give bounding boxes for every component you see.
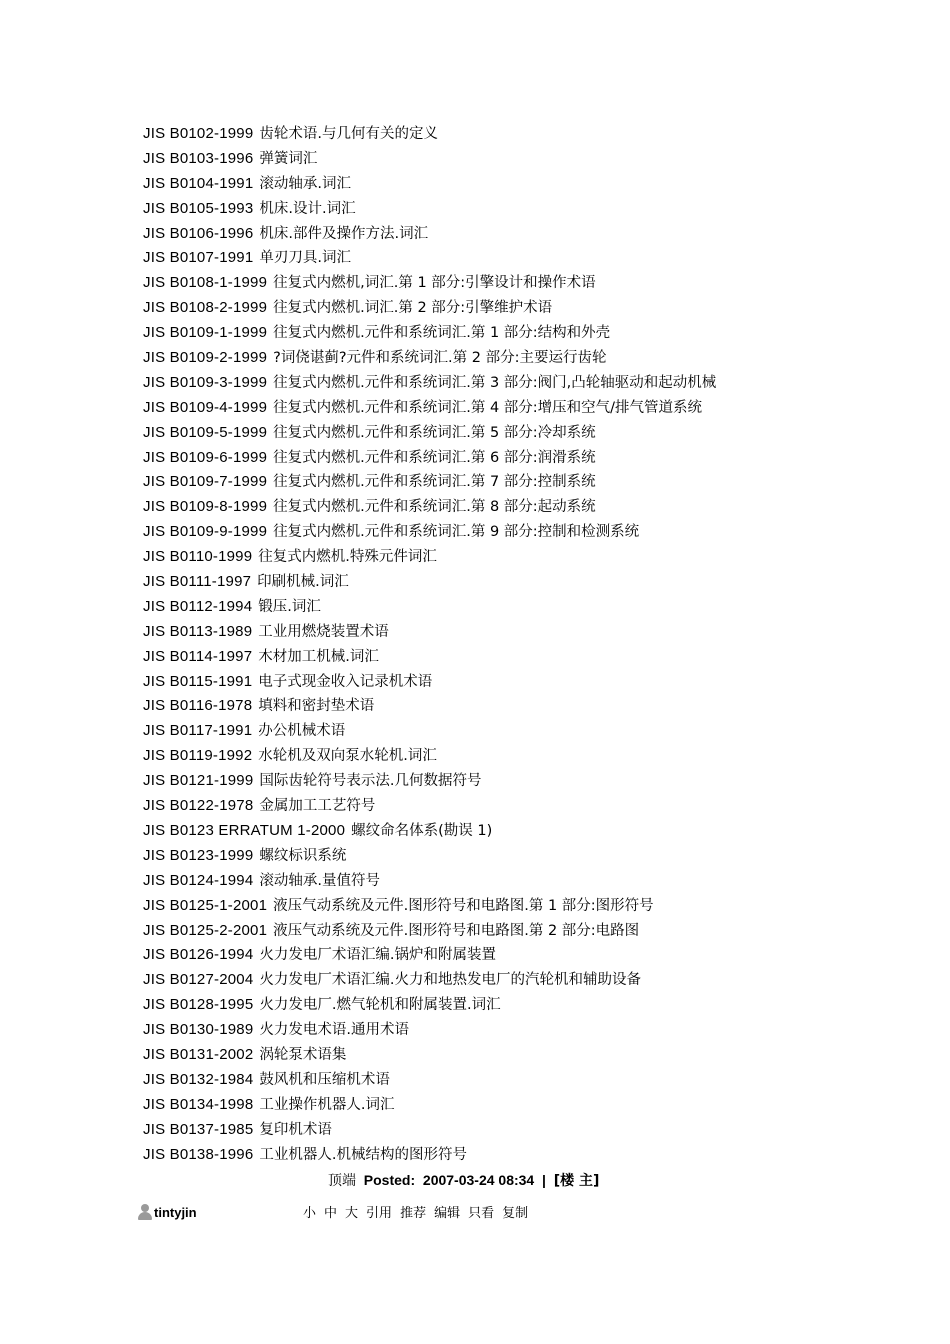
list-item bbox=[143, 819, 923, 844]
list-item bbox=[143, 719, 923, 744]
list-item bbox=[143, 943, 923, 968]
standard-code: JIS B0114-1997 bbox=[143, 647, 253, 665]
standard-code: JIS B0106-1996 bbox=[143, 224, 254, 242]
standard-code: JIS B0127-2004 bbox=[143, 971, 254, 989]
standard-code: JIS B0123 ERRATUM 1-2000 bbox=[143, 821, 346, 839]
standard-title: 往复式内燃机.元件和系统词汇.第 7 部分:控制系统 bbox=[273, 474, 596, 491]
standard-title: 往复式内燃机.元件和系统词汇.第 6 部分:润滑系统 bbox=[273, 449, 596, 466]
standard-title: 往复式内燃机.元件和系统词汇.第 4 部分:增压和空气/排气管道系统 bbox=[273, 399, 703, 416]
action-link[interactable]: 大 bbox=[345, 1206, 359, 1221]
standard-code: JIS B0123-1999 bbox=[143, 846, 254, 864]
list-item bbox=[143, 1068, 923, 1093]
standard-title: 印刷机械.词汇 bbox=[257, 574, 349, 591]
standard-title: 螺纹命名体系(勘误 1) bbox=[351, 822, 493, 839]
list-item bbox=[143, 993, 923, 1018]
list-item bbox=[143, 570, 923, 595]
action-link[interactable]: 编辑 bbox=[434, 1206, 461, 1221]
list-item bbox=[143, 321, 923, 346]
list-item bbox=[143, 1043, 923, 1068]
standard-title: 金属加工工艺符号 bbox=[259, 798, 376, 815]
standard-title: 火力发电厂.燃气轮机和附属装置.词汇 bbox=[259, 997, 501, 1014]
list-item bbox=[143, 346, 923, 371]
action-link[interactable]: 复制 bbox=[502, 1206, 529, 1221]
standard-code: JIS B0109-5-1999 bbox=[143, 423, 268, 441]
list-item bbox=[143, 371, 923, 396]
standard-title: 国际齿轮符号表示法.几何数据符号 bbox=[259, 773, 482, 790]
standard-code: JIS B0117-1991 bbox=[143, 722, 253, 740]
standard-code: JIS B0109-8-1999 bbox=[143, 498, 268, 516]
action-link[interactable]: 引用 bbox=[366, 1206, 393, 1221]
list-item bbox=[143, 495, 923, 520]
list-item bbox=[143, 744, 923, 769]
standard-code: JIS B0119-1992 bbox=[143, 747, 253, 765]
list-item bbox=[143, 421, 923, 446]
standard-code: JIS B0113-1989 bbox=[143, 622, 253, 640]
standard-title: 锻压.词汇 bbox=[258, 598, 321, 615]
standard-code: JIS B0109-4-1999 bbox=[143, 398, 268, 416]
standard-title: 鼓风机和压缩机术语 bbox=[259, 1071, 390, 1088]
meta-separator: | bbox=[542, 1172, 546, 1188]
standard-title: 火力发电厂术语汇编.火力和地热发电厂的汽轮机和辅助设备 bbox=[259, 972, 641, 989]
standard-title: ?词侥谌蓟?元件和系统词汇.第 2 部分:主要运行齿轮 bbox=[273, 350, 607, 367]
standard-title: 电子式现金收入记录机术语 bbox=[258, 673, 433, 690]
list-item bbox=[143, 271, 923, 296]
list-item bbox=[143, 446, 923, 471]
standard-code: JIS B0138-1996 bbox=[143, 1145, 254, 1163]
standard-title: 滚动轴承.量值符号 bbox=[259, 872, 380, 889]
floor-label: [楼 主] bbox=[553, 1173, 600, 1189]
list-item bbox=[143, 520, 923, 545]
standard-title: 齿轮术语.与几何有关的定义 bbox=[259, 126, 438, 142]
standard-code: JIS B0134-1998 bbox=[143, 1095, 254, 1113]
standard-code: JIS B0112-1994 bbox=[143, 597, 253, 615]
standard-code: JIS B0137-1985 bbox=[143, 1120, 254, 1138]
standard-title: 往复式内燃机.词汇.第 2 部分:引擎维护术语 bbox=[273, 300, 553, 317]
standard-title: 机床.部件及操作方法.词汇 bbox=[259, 225, 429, 242]
standard-code: JIS B0110-1999 bbox=[143, 548, 253, 566]
list-item bbox=[143, 894, 923, 919]
standard-title: 工业机器人.机械结构的图形符号 bbox=[259, 1146, 467, 1163]
standard-code: JIS B0108-1-1999 bbox=[143, 274, 268, 292]
standard-title: 往复式内燃机.元件和系统词汇.第 9 部分:控制和检测系统 bbox=[273, 524, 640, 541]
standard-title: 弹簧词汇 bbox=[259, 150, 318, 167]
standard-title: 涡轮泵术语集 bbox=[259, 1046, 347, 1063]
standard-title: 填料和密封垫术语 bbox=[258, 698, 375, 715]
standard-code: JIS B0104-1991 bbox=[143, 174, 254, 192]
list-item bbox=[143, 246, 923, 271]
standard-title: 往复式内燃机.元件和系统词汇.第 1 部分:结构和外壳 bbox=[273, 325, 611, 342]
standard-code: JIS B0102-1999 bbox=[143, 125, 254, 142]
standard-code: JIS B0125-1-2001 bbox=[143, 896, 268, 914]
standard-title: 机床.设计.词汇 bbox=[259, 200, 356, 217]
list-item bbox=[143, 968, 923, 993]
list-item bbox=[143, 197, 923, 222]
list-item bbox=[143, 844, 923, 869]
standards-list bbox=[143, 122, 923, 1167]
user-silhouette-icon bbox=[138, 1204, 152, 1221]
standard-title: 往复式内燃机,词汇.第 1 部分:引擎设计和操作术语 bbox=[273, 275, 596, 292]
list-item bbox=[143, 1118, 923, 1143]
author-block bbox=[138, 1200, 197, 1224]
list-item bbox=[143, 869, 923, 894]
action-link[interactable]: 只看 bbox=[468, 1206, 495, 1221]
standard-code: JIS B0103-1996 bbox=[143, 149, 254, 167]
post-meta bbox=[328, 1170, 599, 1190]
standard-code: JIS B0130-1989 bbox=[143, 1021, 254, 1039]
action-link[interactable]: 中 bbox=[324, 1206, 338, 1221]
list-item bbox=[143, 147, 923, 172]
standard-code: JIS B0128-1995 bbox=[143, 996, 254, 1014]
posted-time: 2007-03-24 08:34 bbox=[422, 1172, 535, 1188]
standard-code: JIS B0105-1993 bbox=[143, 199, 254, 217]
standard-title: 滚动轴承.词汇 bbox=[259, 175, 351, 192]
standard-code: JIS B0109-7-1999 bbox=[143, 473, 268, 491]
posted-label: Posted: bbox=[363, 1172, 416, 1188]
standard-code: JIS B0131-2002 bbox=[143, 1045, 254, 1063]
list-item bbox=[143, 470, 923, 495]
back-to-top-link[interactable]: 顶端 bbox=[328, 1173, 356, 1189]
standard-code: JIS B0109-9-1999 bbox=[143, 523, 268, 541]
document-body bbox=[143, 122, 923, 1167]
standard-title: 螺纹标识系统 bbox=[259, 847, 347, 864]
standard-code: JIS B0125-2-2001 bbox=[143, 921, 268, 939]
post-actions bbox=[303, 1202, 536, 1221]
standard-code: JIS B0109-3-1999 bbox=[143, 373, 268, 391]
standard-title: 往复式内燃机.元件和系统词汇.第 3 部分:阀门,凸轮轴驱动和起动机械 bbox=[273, 374, 717, 391]
standard-code: JIS B0109-6-1999 bbox=[143, 448, 268, 466]
standard-code: JIS B0115-1991 bbox=[143, 672, 253, 690]
standard-title: 液压气动系统及元件.图形符号和电路图.第 2 部分:电路图 bbox=[273, 922, 640, 939]
list-item bbox=[143, 172, 923, 197]
list-item bbox=[143, 794, 923, 819]
standard-title: 往复式内燃机.元件和系统词汇.第 8 部分:起动系统 bbox=[273, 499, 596, 516]
standard-code: JIS B0107-1991 bbox=[143, 249, 254, 267]
list-item bbox=[143, 919, 923, 944]
standard-code: JIS B0111-1997 bbox=[143, 573, 252, 591]
standard-code: JIS B0109-2-1999 bbox=[143, 349, 268, 367]
standard-code: JIS B0109-1-1999 bbox=[143, 324, 268, 342]
standard-code: JIS B0126-1994 bbox=[143, 946, 254, 964]
standard-title: 液压气动系统及元件.图形符号和电路图.第 1 部分:图形符号 bbox=[273, 897, 654, 914]
standard-title: 木材加工机械.词汇 bbox=[258, 648, 379, 665]
action-link[interactable]: 推荐 bbox=[400, 1206, 427, 1221]
list-item bbox=[143, 1018, 923, 1043]
standard-code: JIS B0116-1978 bbox=[143, 697, 253, 715]
standard-title: 火力发电术语.通用术语 bbox=[259, 1022, 409, 1039]
standard-code: JIS B0108-2-1999 bbox=[143, 299, 268, 317]
list-item bbox=[143, 222, 923, 247]
list-item bbox=[143, 694, 923, 719]
list-item bbox=[143, 645, 923, 670]
standard-title: 单刃刀具.词汇 bbox=[259, 250, 351, 267]
standard-title: 工业操作机器人.词汇 bbox=[259, 1096, 395, 1113]
list-item bbox=[143, 296, 923, 321]
action-link[interactable]: 小 bbox=[303, 1206, 317, 1221]
standard-title: 往复式内燃机.元件和系统词汇.第 5 部分:冷却系统 bbox=[273, 424, 596, 441]
list-item bbox=[143, 1093, 923, 1118]
list-item bbox=[143, 1143, 923, 1168]
standard-title: 复印机术语 bbox=[259, 1121, 332, 1138]
list-item bbox=[143, 670, 923, 695]
standard-code: JIS B0124-1994 bbox=[143, 871, 254, 889]
standard-code: JIS B0121-1999 bbox=[143, 772, 254, 790]
standard-code: JIS B0132-1984 bbox=[143, 1070, 254, 1088]
standard-title: 工业用燃烧装置术语 bbox=[258, 623, 389, 640]
standard-code: JIS B0122-1978 bbox=[143, 797, 254, 815]
list-item bbox=[143, 595, 923, 620]
list-item bbox=[143, 620, 923, 645]
list-item bbox=[143, 545, 923, 570]
list-item bbox=[143, 396, 923, 421]
list-item bbox=[143, 769, 923, 794]
standard-title: 水轮机及双向泵水轮机.词汇 bbox=[258, 748, 437, 765]
standard-title: 火力发电厂术语汇编.锅炉和附属装置 bbox=[259, 947, 496, 964]
standard-title: 往复式内燃机.特殊元件词汇 bbox=[258, 549, 437, 566]
author-name[interactable]: tintyjin bbox=[154, 1204, 197, 1220]
list-item bbox=[143, 122, 923, 147]
standard-title: 办公机械术语 bbox=[258, 723, 346, 740]
